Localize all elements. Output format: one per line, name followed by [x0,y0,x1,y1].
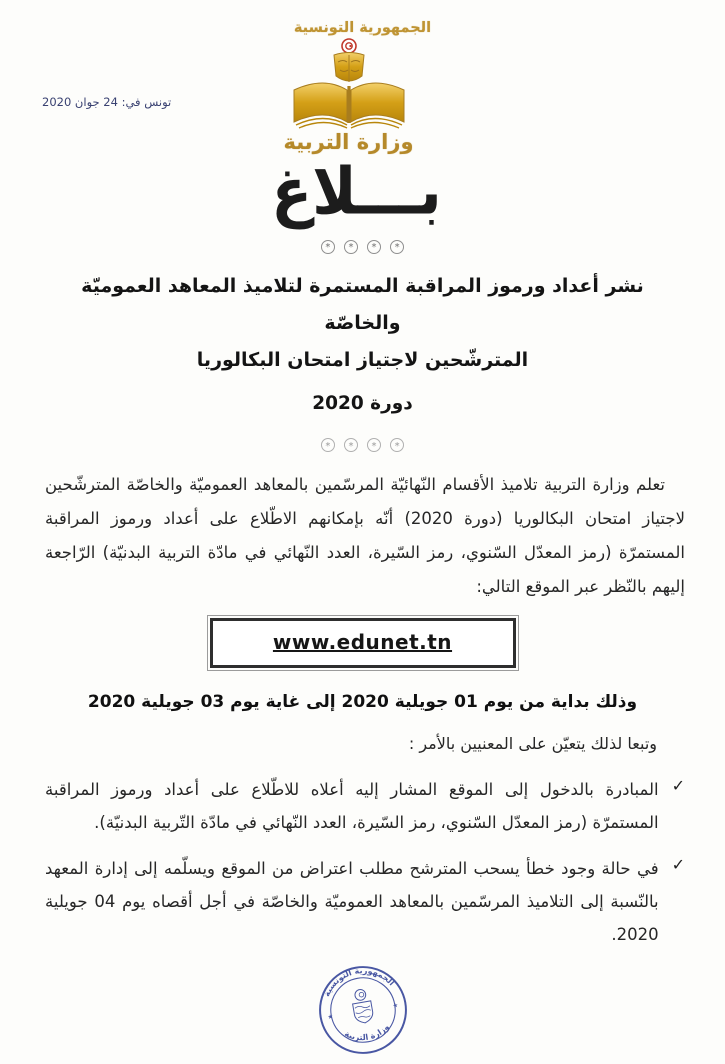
list-item [45,773,685,839]
official-stamp [309,957,416,1064]
stamp-star-icon: ★ [391,1002,399,1011]
flower-ornament-icon: * [390,240,404,254]
main-title [55,268,670,379]
flower-ornament-icon: * [390,438,404,452]
list-item-text: المبادرة بالدخول إلى الموقع المشار إليه أعلاه للاطّلاع على أعداد ورموز المراقبة المستمرّة (رمز المعدّل السّنوي، رمز السّيرة، العدد النّهائي في مادّة التّربية البدنيّة). [45,780,659,833]
flower-ornament-icon: * [321,438,335,452]
flower-ornament-icon: * [344,240,358,254]
stamp-emblem-icon [350,988,374,1024]
stamp-ministry-text: وزارة التربية [342,1022,391,1043]
coat-of-arms-icon [334,53,364,83]
website-link: www.edunet.tn [272,630,453,655]
list-item-text: في حالة وجود خطأ يسحب المترشح مطلب اعتراض من الموقع ويسلّمه إلى إدارة المعهد بالنّسبة إلى التلاميذ المرسّمين بالمعاهد العموميّة والخاصّة في أجل أقصاه يوم 04 جويلية 2020. [45,859,659,945]
website-box [210,618,516,668]
body-paragraph: تعلم وزارة التربية تلاميذ الأقسام النّهائيّة المرسّمين بالمعاهد العموميّة والخاصّة المترشّحين لاجتياز امتحان البكالوريا (دورة 2020) أنّه بإمكانهم الاطّلاع على أعداد ورموز المراقبة المستمرّة (رمز المعدّل السّنوي، رمز السّيرة، العدد النّهائي في مادّة التربية البدنيّة) الرّاجعة إليهم بالنّظر عبر الموقع التالي: [45,475,685,596]
checkmark-icon: ✓ [671,776,685,796]
communique-title: بـــلاغ [271,154,442,230]
republic-calligraphy: الجمهورية التونسية [293,20,432,36]
main-title-line1: نشر أعداد ورموز المراقبة المستمرة لتلاميذ المعاهد العموميّة والخاصّة [81,274,644,334]
ornament-row-top [0,237,725,254]
flower-ornament-icon: * [367,438,381,452]
flag-roundel-icon [342,39,356,53]
ministry-name: وزارة التربية [283,130,414,154]
session-line: دورة 2020 [312,392,413,414]
checkmark-icon: ✓ [671,855,685,875]
stamp-star-icon: ★ [326,1013,334,1022]
document-header [0,0,725,254]
ministry-logo [274,38,424,130]
dates-line: وذلك بداية من يوم 01 جويلية 2020 إلى غاية يوم 03 جويلية 2020 [87,692,638,713]
flower-ornament-icon: * [367,240,381,254]
stamp-republic-text: الجمهورية التونسية [321,966,396,999]
main-title-line2: المترشّحين لاجتياز امتحان البكالوريا [196,348,529,371]
flower-ornament-icon: * [321,240,335,254]
instruction-list [45,773,685,951]
stamp-area [0,964,725,1056]
instruction-intro: وتبعا لذلك يتعيّن على المعنيين بالأمر : [408,734,657,754]
ornament-row-middle [0,436,725,453]
svg-text:وزارة التربية [341,1022,392,1047]
document-date: تونس في: 24 جوان 2020 [42,95,172,109]
flower-ornament-icon: * [344,438,358,452]
open-book-icon [294,83,404,128]
list-item [45,852,685,951]
